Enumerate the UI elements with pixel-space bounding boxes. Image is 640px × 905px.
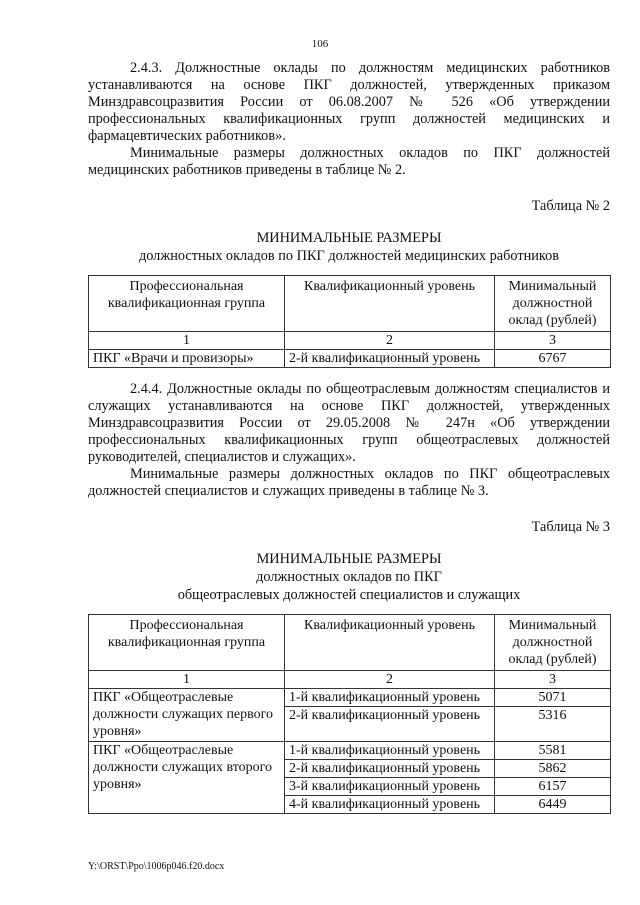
table-2-row-level: 2-й квалификационный уровень bbox=[285, 350, 495, 368]
table-3-group-2-salary-3: 6157 bbox=[495, 778, 611, 796]
table-3-group-2-level-2: 2-й квалификационный уровень bbox=[285, 760, 495, 778]
table-2-colnum-2: 2 bbox=[285, 332, 495, 350]
document-body bbox=[88, 60, 610, 814]
table-3-colnum-3: 3 bbox=[495, 671, 611, 689]
table-3-group-2-salary-1: 5581 bbox=[495, 742, 611, 760]
table-3-header-level: Квалификационный уровень bbox=[285, 615, 495, 671]
table-2-row-group: ПКГ «Врачи и провизоры» bbox=[89, 350, 285, 368]
table-3-group-2-salary-4: 6449 bbox=[495, 796, 611, 814]
table-3-group-1-salary-1: 5071 bbox=[495, 689, 611, 707]
page-number: 106 bbox=[311, 38, 329, 50]
table-3-group-2-level-4: 4-й квалификационный уровень bbox=[285, 796, 495, 814]
table-3-group-1-name: ПКГ «Общеотраслевые должности служащих первого уровня» bbox=[89, 689, 285, 742]
table-3-group-1-salary-2: 5316 bbox=[495, 707, 611, 742]
table-2-caption: Таблица № 2 bbox=[531, 198, 610, 214]
section-2-4-3-table-reference: Минимальные размеры должностных окладов по ПКГ должностей медицинских работников приведены в таблице № 2. bbox=[88, 145, 610, 178]
table-3-caption: Таблица № 3 bbox=[531, 519, 610, 535]
table-3-subtitle-2: общеотраслевых должностей специалистов и служащих bbox=[177, 587, 521, 603]
table-row bbox=[89, 350, 611, 368]
section-2-4-4-paragraph: 2.4.4. Должностные оклады по общеотраслевым должностям специалистов и служащих устанавливаются на основе ПКГ должностей, утвержденных Минздравсоцразвития России от 29.05.2008 № 247н «Об утверждении профессиональных квалификационных групп общеотраслевых должностей руководителей, специалистов и служащих». bbox=[88, 381, 610, 465]
table-3-header-group: Профессиональная квалификационная группа bbox=[89, 615, 285, 671]
table-3-colnum-2: 2 bbox=[285, 671, 495, 689]
table-3-colnum-1: 1 bbox=[89, 671, 285, 689]
table-row bbox=[89, 742, 611, 760]
table-3-group-2-salary-2: 5862 bbox=[495, 760, 611, 778]
table-3-header-salary: Минимальный должностной оклад (рублей) bbox=[495, 615, 611, 671]
table-2-header-level: Квалификационный уровень bbox=[285, 276, 495, 332]
table-3-group-1-level-1: 1-й квалификационный уровень bbox=[285, 689, 495, 707]
table-2-subtitle: должностных окладов по ПКГ должностей медицинских работников bbox=[138, 248, 560, 264]
table-2-header-salary: Минимальный должностной оклад (рублей) bbox=[495, 276, 611, 332]
section-2-4-3-paragraph: 2.4.3. Должностные оклады по должностям медицинских работников устанавливаются на основе ПКГ должностей, утвержденных приказом Минздравсоцразвития России от 06.08.2007 № 526 «Об утверждении профессиональных квалификационных групп должностей медицинских и фармацевтических работников». bbox=[88, 60, 610, 144]
table-3 bbox=[88, 614, 611, 814]
section-2-4-4-table-reference: Минимальные размеры должностных окладов по ПКГ общеотраслевых должностей специалистов и служащих приведены в таблице № 3. bbox=[88, 466, 610, 499]
table-3-group-2-name: ПКГ «Общеотраслевые должности служащих второго уровня» bbox=[89, 742, 285, 814]
table-2 bbox=[88, 275, 611, 368]
table-3-group-2-level-3: 3-й квалификационный уровень bbox=[285, 778, 495, 796]
table-3-group-2-level-1: 1-й квалификационный уровень bbox=[285, 742, 495, 760]
table-2-header-group: Профессиональная квалификационная группа bbox=[89, 276, 285, 332]
table-3-title: МИНИМАЛЬНЫЕ РАЗМЕРЫ bbox=[256, 551, 442, 567]
table-2-title: МИНИМАЛЬНЫЕ РАЗМЕРЫ bbox=[256, 230, 442, 246]
table-2-colnum-1: 1 bbox=[89, 332, 285, 350]
table-row bbox=[89, 689, 611, 707]
table-3-group-1-level-2: 2-й квалификационный уровень bbox=[285, 707, 495, 742]
table-3-subtitle-1: должностных окладов по ПКГ bbox=[256, 569, 442, 585]
table-2-row-salary: 6767 bbox=[495, 350, 611, 368]
table-2-colnum-3: 3 bbox=[495, 332, 611, 350]
footer-file-path: Y:\ORST\Ppo\1006p046.f20.docx bbox=[88, 861, 225, 872]
